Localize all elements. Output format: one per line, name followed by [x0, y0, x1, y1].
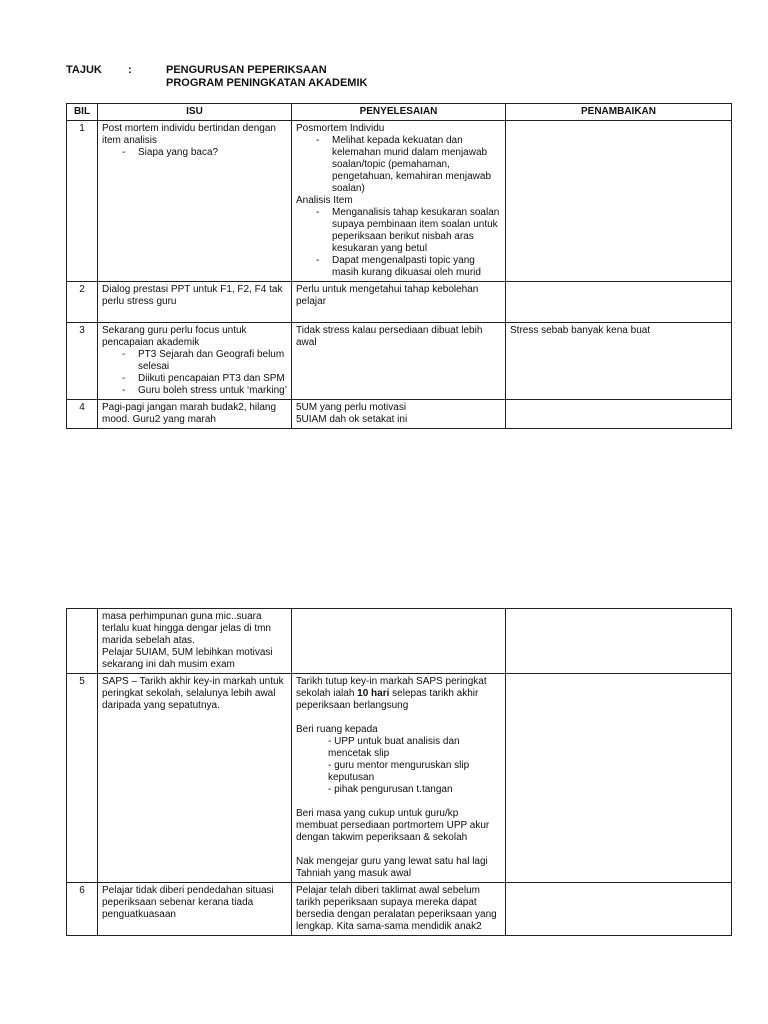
row-penambaikan — [506, 121, 732, 282]
row-penyelesaian: Pelajar telah diberi taklimat awal sebelum tarikh peperiksaan supaya mereka dapat bersedia dengan peralatan peperiksaan yang lengkap. Kita sama-sama mendidik anak2 — [292, 883, 506, 936]
table-row — [67, 400, 732, 429]
row-isu: Sekarang guru perlu focus untuk pencapaian akademik - PT3 Sejarah dan Geografi belum selesai - Diikuti pencapaian PT3 dan SPM - Guru boleh stress untuk ‘marking’ — [98, 323, 292, 400]
row-bil: 3 — [67, 323, 98, 400]
row-penambaikan — [506, 674, 732, 883]
table-row — [67, 121, 732, 282]
row-bil: 1 — [67, 121, 98, 282]
table-row — [67, 674, 732, 883]
row-bil: 4 — [67, 400, 98, 429]
row-isu: SAPS – Tarikh akhir key-in markah untuk peringkat sekolah, selalunya lebih awal daripada yang sepatutnya. — [98, 674, 292, 883]
row-penyelesaian: Tidak stress kalau persediaan dibuat lebih awal — [292, 323, 506, 400]
row-penyelesaian: Posmortem Individu - Melihat kepada kekuatan dan kelemahan murid dalam menjawab soalan/topic (pemahaman, pengetahuan, kemahiran menjawab soalan) Analisis Item - Menganalisis tahap kesukaran soalan supaya pembinaan item soalan untuk peperiksaan berikut nisbah aras kesukaran yang betul - Dapat mengenalpasti topic yang masih kurang dikuasai oleh murid — [292, 121, 506, 282]
row-bil — [67, 609, 98, 674]
header-isu: ISU — [98, 104, 292, 121]
row-penambaikan — [506, 609, 732, 674]
row-penyelesaian — [292, 609, 506, 674]
table-row — [67, 323, 732, 400]
table-row — [67, 609, 732, 674]
header-bil: BIL — [67, 104, 98, 121]
row-penambaikan: Stress sebab banyak kena buat — [506, 323, 732, 400]
row-isu: Pelajar tidak diberi pendedahan situasi peperiksaan sebenar kerana tiada penguatkuasaan — [98, 883, 292, 936]
row-isu: Post mortem individu bertindan dengan item analisis - Siapa yang baca? — [98, 121, 292, 282]
row-bil: 2 — [67, 282, 98, 323]
header-title-2: PROGRAM PENINGKATAN AKADEMIK — [166, 77, 368, 89]
issues-table-part2 — [66, 608, 732, 936]
row-isu: masa perhimpunan guna mic..suara terlalu kuat hingga dengar jelas di tmn marida sebelah atas. Pelajar 5UIAM, 5UM lebihkan motivasi sekarang ini dah musim exam — [98, 609, 292, 674]
table-header-row — [67, 104, 732, 121]
row-penyelesaian: Perlu untuk mengetahui tahap kebolehan pelajar — [292, 282, 506, 323]
row-bil: 5 — [67, 674, 98, 883]
row-penambaikan — [506, 883, 732, 936]
row-isu: Pagi-pagi jangan marah budak2, hilang mood. Guru2 yang marah — [98, 400, 292, 429]
row-penambaikan — [506, 400, 732, 429]
header-penyelesaian: PENYELESAIAN — [292, 104, 506, 121]
header-label: TAJUK — [66, 64, 102, 76]
row-bil: 6 — [67, 883, 98, 936]
row-isu: Dialog prestasi PPT untuk F1, F2, F4 tak perlu stress guru — [98, 282, 292, 323]
header-colon: : — [128, 64, 132, 76]
row-penyelesaian: 5UM yang perlu motivasi 5UIAM dah ok setakat ini — [292, 400, 506, 429]
table-row — [67, 883, 732, 936]
document-header — [66, 64, 367, 90]
header-title-1: PENGURUSAN PEPERIKSAAN — [166, 64, 327, 76]
row-penambaikan — [506, 282, 732, 323]
table-row — [67, 282, 732, 323]
header-penambaikan: PENAMBAIKAN — [506, 104, 732, 121]
row-penyelesaian: Tarikh tutup key-in markah SAPS peringkat sekolah ialah 10 hari selepas tarikh akhir peperiksaan berlangsung Beri ruang kepada - UPP untuk buat analisis dan mencetak slip - guru mentor menguruskan slip keputusan - pihak pengurusan t.tangan Beri masa yang cukup untuk guru/kp membuat persediaan portmortem UPP akur dengan takwim peperiksaan & sekolah Nak mengejar guru yang lewat satu hal lagi Tahniah yang masuk awal — [292, 674, 506, 883]
issues-table-part1 — [66, 103, 732, 429]
